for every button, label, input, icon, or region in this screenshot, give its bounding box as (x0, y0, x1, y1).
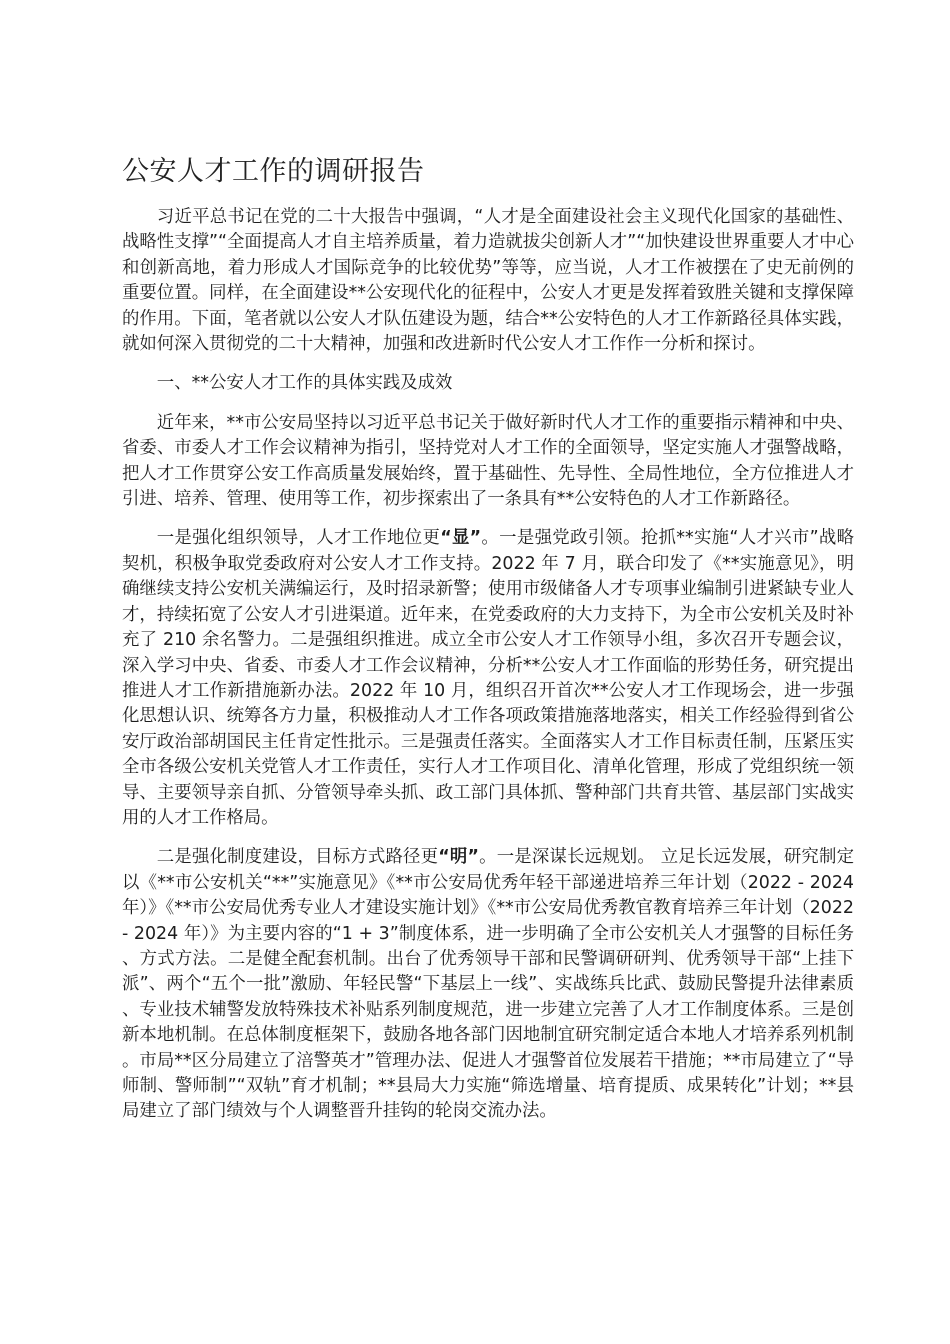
organization-leadership-body: 一是强党政引领。抢抓**实施“人才兴市”战略契机，积极争取党委政府对公安人才工作支持。2022 年 7 月，联合印发了《**实施意见》，明确继续支持公安机关满编运行，及时招录新警；使用市级储备人才专项事业编制引进紧缺专业人才，持续拓宽了公安人才引进渠道。近年来，在党委政府的大力支持下，为全市公安机关及时补充了 210 余名警力。二是强组织推进。成立全市公安人才工作领导小组，多次召开专题会议，深入学习中央、省委、市委人才工作会议精神，分析**公安人才工作面临的形势任务，研究提出推进人才工作新措施新办法。2022 年 10 月，组织召开首次**公安人才工作现场会，进一步强化思想认识、统筹各方力量，积极推动人才工作各项政策措施落地落实，相关工作经验得到省公安厅政治部胡国民主任肯定性批示。三是强责任落实。全面落实人才工作目标责任制，压紧压实全市各级公安机关党管人才工作责任，实行人才工作项目化、清单化管理，形成了党组织统一领导、主要领导亲自抓、分管领导牵头抓、政工部门具体抓、警种部门共育共管、基层部门实战实用的人才工作格局。 (122, 528, 854, 828)
system-building-paragraph (122, 845, 854, 1124)
document-body (122, 205, 854, 1139)
organization-leadership-paragraph (122, 526, 854, 831)
system-building-lead-end: 。 (478, 847, 497, 868)
organization-leadership-lead-end: 。 (481, 528, 500, 549)
system-building-lead: 二是强化制度建设，目标方式路径更 (156, 847, 439, 868)
document-title: 公安人才工作的调研报告 (122, 156, 425, 187)
intro-paragraph: 习近平总书记在党的二十大报告中强调，“人才是全面建设社会主义现代化国家的基础性、战略性支撑”“全面提高人才自主培养质量，着力造就拔尖创新人才”“加快建设世界重要人才中心和创新高地，着力形成人才国际竞争的比较优势”等等，应当说，人才工作被摆在了史无前例的重要位置。同样，在全面建设**公安现代化的征程中，公安人才更是发挥着致胜关键和支撑保障的作用。下面，笔者就以公安人才队伍建设为题，结合**公安特色的人才工作新路径具体实践，就如何深入贯彻党的二十大精神，加强和改进新时代公安人才工作作一分析和探讨。 (122, 207, 854, 355)
section-heading-1: 一、**公安人才工作的具体实践及成效 (156, 373, 453, 394)
system-building-keyword: “明” (438, 847, 479, 868)
organization-leadership-lead: 一是强化组织领导，人才工作地位更 (156, 528, 441, 549)
practice-overview-paragraph: 近年来，**市公安局坚持以习近平总书记关于做好新时代人才工作的重要指示精神和中央、省委、市委人才工作会议精神为指引，坚持党对人才工作的全面领导，坚定实施人才强警战略，把人才工作贯穿公安工作高质量发展始终，置于基础性、先导性、全局性地位，全方位推进人才引进、培养、管理、使用等工作，初步探索出了一条具有**公安特色的人才工作新路径。 (122, 412, 854, 510)
system-building-body: 一是深谋长远规划。 立足长远发展，研究制定以《**市公安机关“**”实施意见》《**市公安局优秀年轻干部递进培养三年计划（2022 - 2024 年）》《**市公安局优秀专业人才建设实施计划》《**市公安局优秀教官教育培养三年计划（2022 - 2024 年）》为主要内容的“1 + 3”制度体系，进一步明确了全市公安机关人才强警的目标任务、方式方法。二是健全配套机制。出台了优秀领导干部和民警调研研判、优秀领导干部“上挂下派”、两个“五个一批”激励、年轻民警“下基层上一线”、实战练兵比武、鼓励民警提升法律素质、专业技术辅警发放特殊技术补贴系列制度规范，进一步建立完善了人才工作制度体系。三是创新本地机制。在总体制度框架下，鼓励各地各部门因地制宜研究制定适合本地人才培养系列机制。市局**区分局建立了涪警英才”管理办法、促进人才强警首位发展若干措施；**市局建立了“导师制、警师制”“双轨”育才机制；**县局大力实施“筛选增量、培育提质、成果转化”计划；**县局建立了部门绩效与个人调整晋升挂钩的轮岗交流办法。 (122, 847, 854, 1122)
organization-leadership-keyword: “显” (440, 528, 482, 549)
